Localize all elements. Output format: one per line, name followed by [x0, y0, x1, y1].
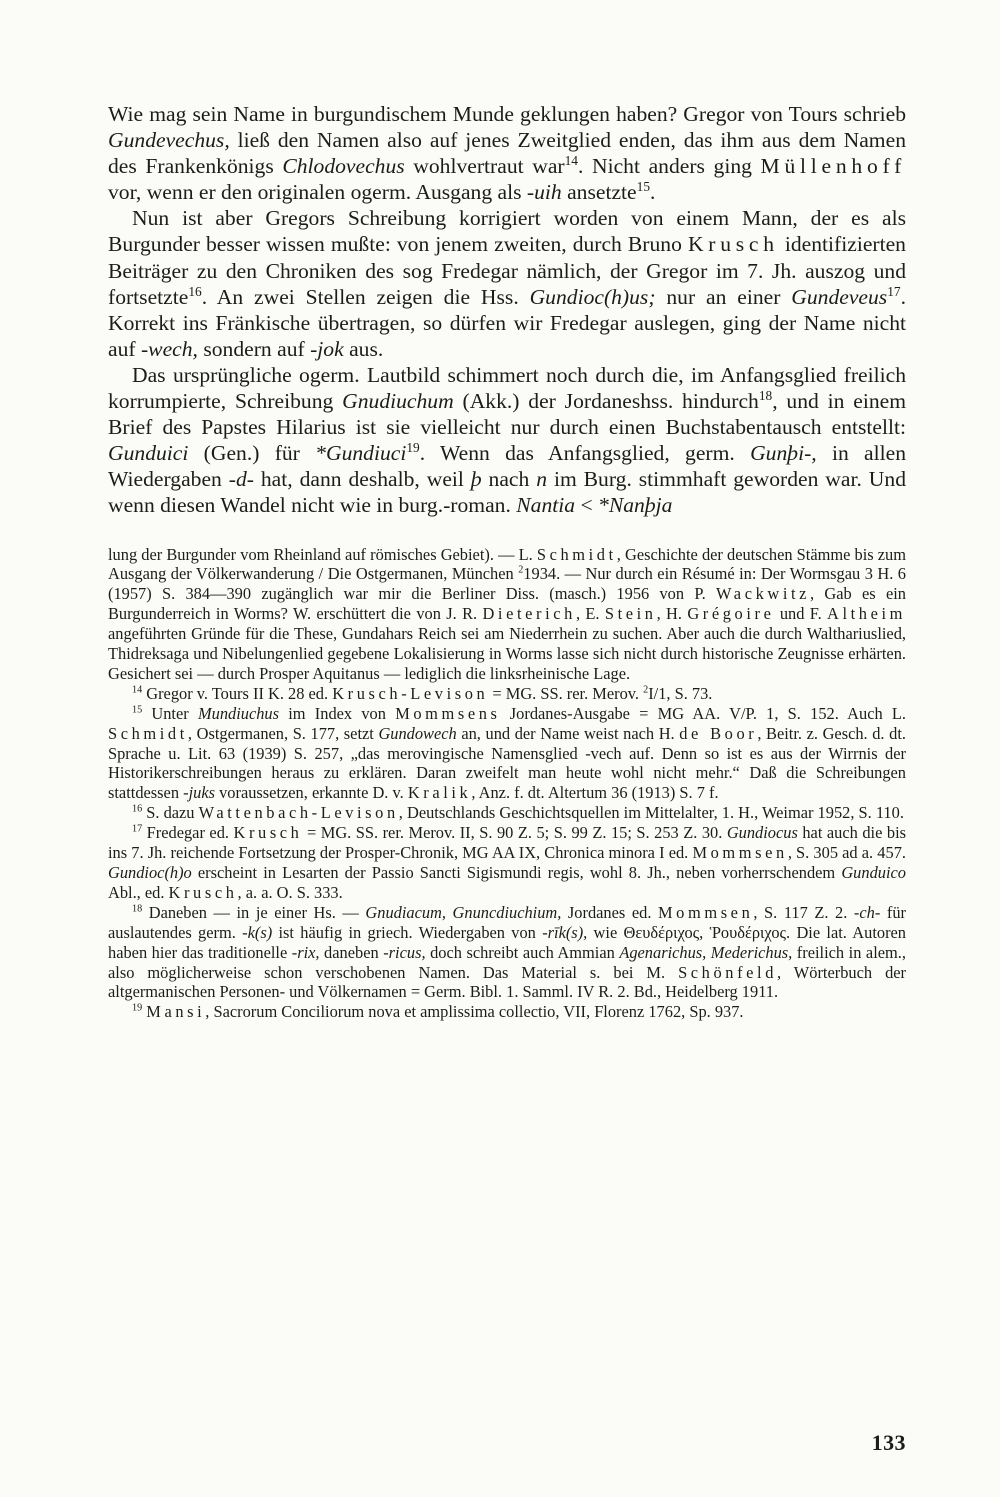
author-name: Krusch: [687, 232, 779, 257]
text-run: , Wörterbuch der altgermanischen Personen- und Völkernamen = Germ. Bibl. 1. Samml. IV R. 2. Bd., Heidelberg 1911.: [108, 962, 907, 1002]
text-run: , Gab es ein Burgunderreich in Worms? W. erschüttert die von J. R.: [108, 584, 906, 624]
text-run: .: [650, 180, 656, 205]
text-run: in allen Wiedergaben: [108, 441, 906, 492]
author-name: Schmidt: [108, 723, 188, 743]
italic-term: -rīk(s),: [542, 922, 588, 942]
text-run: , S. 117 Z. 2.: [753, 902, 854, 922]
italic-term: Mundiuchus: [197, 703, 280, 723]
footnote-ref: 19: [132, 1002, 143, 1014]
text-run: hat auch die bis ins 7. Jh. reichende Fortsetzung der Prosper-Chronik, MG AA IX, Chronica minora I ed.: [108, 823, 906, 863]
text-run: Das ursprüngliche ogerm. Lautbild schimmert noch durch die, im Anfangsglied freilich korrumpierte, Schreibung: [108, 362, 906, 414]
text-run: hat, dann deshalb, weil: [253, 467, 471, 492]
footnote-ref: 16: [188, 283, 202, 299]
italic-term: *Gundiuci: [315, 441, 407, 466]
author-name: Wackwitz: [716, 584, 811, 604]
text-run: wie Θευδέριχος, Ῥουδέριχος. Die lat. Autoren haben hier das traditionelle: [108, 922, 907, 962]
text-run: daneben: [319, 942, 384, 962]
text-run: im Burg. stimmhaft geworden war. Und wenn diesen Wandel nicht wie in burg.-roman.: [108, 467, 906, 518]
footnote-ref: 16: [132, 803, 143, 815]
italic-term: -ch-: [853, 902, 881, 922]
author-name: Altheim: [827, 604, 907, 624]
author-name: Müllenhoff: [760, 154, 907, 179]
text-run: angeführten Gründe für die These, Gundahars Reich sei am Niederrhein zu suchen. Aber auch die durch Walthariuslied, Thidreksaga und Nibelungenlied gegebene Lokalisierung in Worms lasse sich nicht durch historische Zeugnisse erhärten. Gesichert sei — durch Prosper Aquitanus — lediglich die linksrheinische Lage.: [108, 624, 906, 683]
italic-term: Nantia: [516, 493, 576, 518]
text-run: S. dazu: [142, 803, 199, 823]
italic-term: Gnudiuchum: [342, 389, 454, 414]
text-run: für auslautendes germ.: [108, 902, 906, 942]
italic-term: -d-: [228, 467, 254, 492]
footnote-ref: 15: [636, 179, 651, 195]
author-name: Grégoire: [687, 604, 775, 624]
paragraph: [108, 362, 906, 519]
text-run: , Deutschlands Geschichtsquellen im Mittelalter, 1. H., Weimar 1952, S. 110.: [398, 803, 904, 823]
italic-term: Gundioc(h)o: [108, 863, 192, 882]
text-run: erscheint in Lesarten der Passio Sancti Sigismundi regis, wohl 8. Jh., neben vorherrschendem: [191, 863, 842, 882]
italic-term: Gunþi-,: [750, 441, 817, 466]
italic-term: þ: [470, 467, 482, 492]
text-run: . Wenn das Anfangsglied, germ.: [419, 441, 751, 466]
footnotes: [108, 545, 906, 1023]
text-run: , S. 305 ad a. 457.: [787, 843, 906, 863]
page: [108, 101, 906, 1022]
text-run: vor, wenn er den originalen ogerm. Ausgang als: [108, 180, 527, 205]
author-name: Dieterich: [482, 604, 576, 624]
text-run: freilich in alem., also möglicherweise schon verschobenen Namen. Das Material s. bei M.: [108, 942, 906, 982]
author-name: Kralik: [407, 783, 472, 803]
paragraph: [108, 205, 906, 362]
text-run: nur an einer: [655, 284, 792, 309]
author-name: Stein: [604, 604, 657, 624]
text-run: Daneben — in je einer Hs. —: [142, 902, 366, 922]
footnote-15: [108, 704, 906, 804]
italic-term: Chlodovechus: [282, 154, 405, 179]
author-name: Schmidt: [536, 544, 617, 564]
footnote-ref: 15: [132, 704, 143, 716]
italic-term: Gundiocus: [726, 823, 798, 843]
italic-term: Gundevechus,: [108, 128, 230, 153]
italic-term: Gundowech: [378, 723, 457, 743]
text-run: , und in einem Brief des Papstes Hilarius ist sie vielleicht nur durch einen Buchstabentausch entstellt:: [108, 389, 907, 440]
text-run: (Akk.) der Jordaneshss. hindurch: [453, 389, 759, 414]
italic-term: -k(s): [242, 922, 273, 942]
italic-term: -juks: [183, 783, 215, 803]
footnote-ref: 18: [132, 903, 143, 915]
text-run: 1934. — Nur durch ein Résumé in: Der Wormsgau 3 H. 6 (1957) S. 384—390 zugänglich war mir die Berliner Diss. (masch.) 1956 von P.: [108, 564, 906, 604]
text-run: , Geschichte der deutschen Stämme bis zum Ausgang der Völkerwanderung / Die Ostgermanen, München: [108, 544, 907, 584]
footnote-14: [108, 684, 906, 704]
text-run: Gregor v. Tours II K. 28 ed.: [142, 683, 333, 703]
author-name: de Boor: [679, 723, 758, 743]
text-run: Fredegar ed.: [142, 823, 234, 843]
footnote-ref: 17: [887, 283, 901, 299]
text-run: nach: [481, 467, 537, 492]
author-name: Schönfeld: [678, 962, 778, 982]
footnote-19: [108, 1002, 906, 1022]
text-run: , Anz. f. dt. Altertum 36 (1913) S. 7 f.: [471, 783, 719, 803]
footnote-continuation: [108, 545, 906, 684]
author-name: Mommsens: [395, 703, 501, 723]
italic-term: -ricus,: [383, 942, 426, 962]
text-run: sondern auf: [197, 336, 311, 361]
text-run: Jordanes ed.: [561, 902, 658, 922]
text-run: Unter: [142, 703, 198, 723]
footnote-16: [108, 803, 906, 823]
italic-term: -uih: [526, 180, 562, 205]
italic-term: Agenarichus, Mederichus,: [619, 942, 793, 962]
text-run: I/1, S. 73.: [648, 683, 713, 703]
text-run: aus.: [343, 336, 384, 361]
main-text: [108, 101, 906, 519]
text-run: <: [575, 493, 599, 518]
footnote-ref: 14: [132, 684, 143, 696]
italic-term: Gundioc(h)us;: [529, 284, 656, 309]
text-run: Abl., ed.: [108, 882, 169, 902]
text-run: (Gen.) für: [188, 441, 316, 466]
text-run: , Sacrorum Conciliorum nova et amplissima collectio, VII, Florenz 1762, Sp. 937.: [205, 1002, 744, 1022]
italic-term: Gnudiacum, Gnuncdiuchium,: [365, 902, 562, 922]
italic-term: *Nanþja: [598, 493, 673, 518]
text-run: = MG. SS. rer. Merov. II, S. 90 Z. 5; S. 99 Z. 15; S. 253 Z. 30.: [302, 823, 727, 843]
footnote-ref: 2: [518, 564, 524, 576]
footnote-18: [108, 903, 906, 1003]
text-run: im Index von: [279, 703, 396, 723]
text-run: . An zwei Stellen zeigen die Hss.: [201, 284, 530, 309]
page-number: 133: [871, 1430, 906, 1455]
italic-term: n: [536, 467, 548, 492]
author-name: Mansi: [146, 1002, 206, 1022]
paragraph: [108, 101, 906, 205]
footnote-ref: 17: [132, 823, 143, 835]
text-run: wohlvertraut war: [404, 154, 565, 179]
author-name: Wattenbach-Levison: [198, 803, 399, 823]
text-run: Nun ist aber Gregors Schreibung korrigiert worden von einem Mann, der es als Burgunder besser wissen mußte: von jenem zweiten, durch Bruno: [108, 206, 906, 257]
text-run: . Nicht anders ging: [577, 154, 761, 179]
text-run: ist häufig in griech. Wiedergaben von: [272, 922, 543, 942]
italic-term: Gunduici: [108, 441, 189, 466]
text-run: ansetzte: [561, 180, 637, 205]
text-run: , H.: [656, 604, 688, 624]
text-run: , E.: [575, 604, 605, 624]
footnote-ref: 2: [643, 684, 649, 696]
text-run: = MG. SS. rer. Merov.: [488, 683, 644, 703]
text-run: ließ den Namen also auf jenes Zweitglied enden, das ihm aus dem Namen des Frankenkönigs: [108, 128, 906, 179]
text-run: doch schreibt auch Ammian: [425, 942, 620, 962]
author-name: Krusch-Levison: [332, 683, 489, 703]
italic-term: -rix,: [291, 942, 320, 962]
text-run: , a. a. O. S. 333.: [237, 882, 343, 902]
text-run: Jordanes-Ausgabe = MG AA. V/P. 1, S. 152. Auch L.: [500, 703, 907, 723]
author-name: Mommsen: [658, 902, 754, 922]
italic-term: -jok: [310, 336, 344, 361]
italic-term: -wech,: [140, 336, 198, 361]
text-run: . Korrekt ins Fränkische übertragen, so dürfen wir Fredegar auslegen, ging der Name nicht auf: [108, 284, 906, 361]
footnote-17: [108, 823, 906, 903]
author-name: Mommsen: [692, 843, 788, 863]
author-name: Krusch: [168, 882, 238, 902]
text-run: , Beitr. z. Gesch. d. dt. Sprache u. Lit. 63 (1939) S. 257, „das merovingische Namensglied -vech auf. Denn so ist es aus der Wirrnis der Historikerschreibungen heraus zu erklären. Daran zweifelt man heute wohl nicht mehr.“ Daß die Schreibungen stattdessen: [108, 723, 906, 803]
italic-term: Gundeveus: [791, 284, 888, 309]
italic-term: Gunduico: [841, 863, 906, 882]
text-run: , Ostgermanen, S. 177, setzt: [187, 723, 379, 743]
author-name: Krusch: [233, 823, 303, 843]
footnote-ref: 18: [758, 387, 773, 403]
text-run: Wie mag sein Name in burgundischem Munde geklungen haben? Gregor von Tours schrieb: [108, 102, 906, 126]
text-run: an, und der Name weist nach H.: [456, 723, 680, 743]
text-run: lung der Burgunder vom Rheinland auf römisches Gebiet). — L.: [108, 544, 537, 564]
text-run: voraussetzen, erkannte D. v.: [215, 783, 408, 803]
text-run: identifizierten Beiträger zu den Chroniken des sog Fredegar nämlich, der Gregor im 7. Jh. auszog und fortsetzte: [108, 232, 906, 309]
footnote-ref: 19: [406, 440, 420, 456]
footnote-ref: 14: [564, 153, 578, 168]
text-run: und F.: [774, 604, 828, 624]
